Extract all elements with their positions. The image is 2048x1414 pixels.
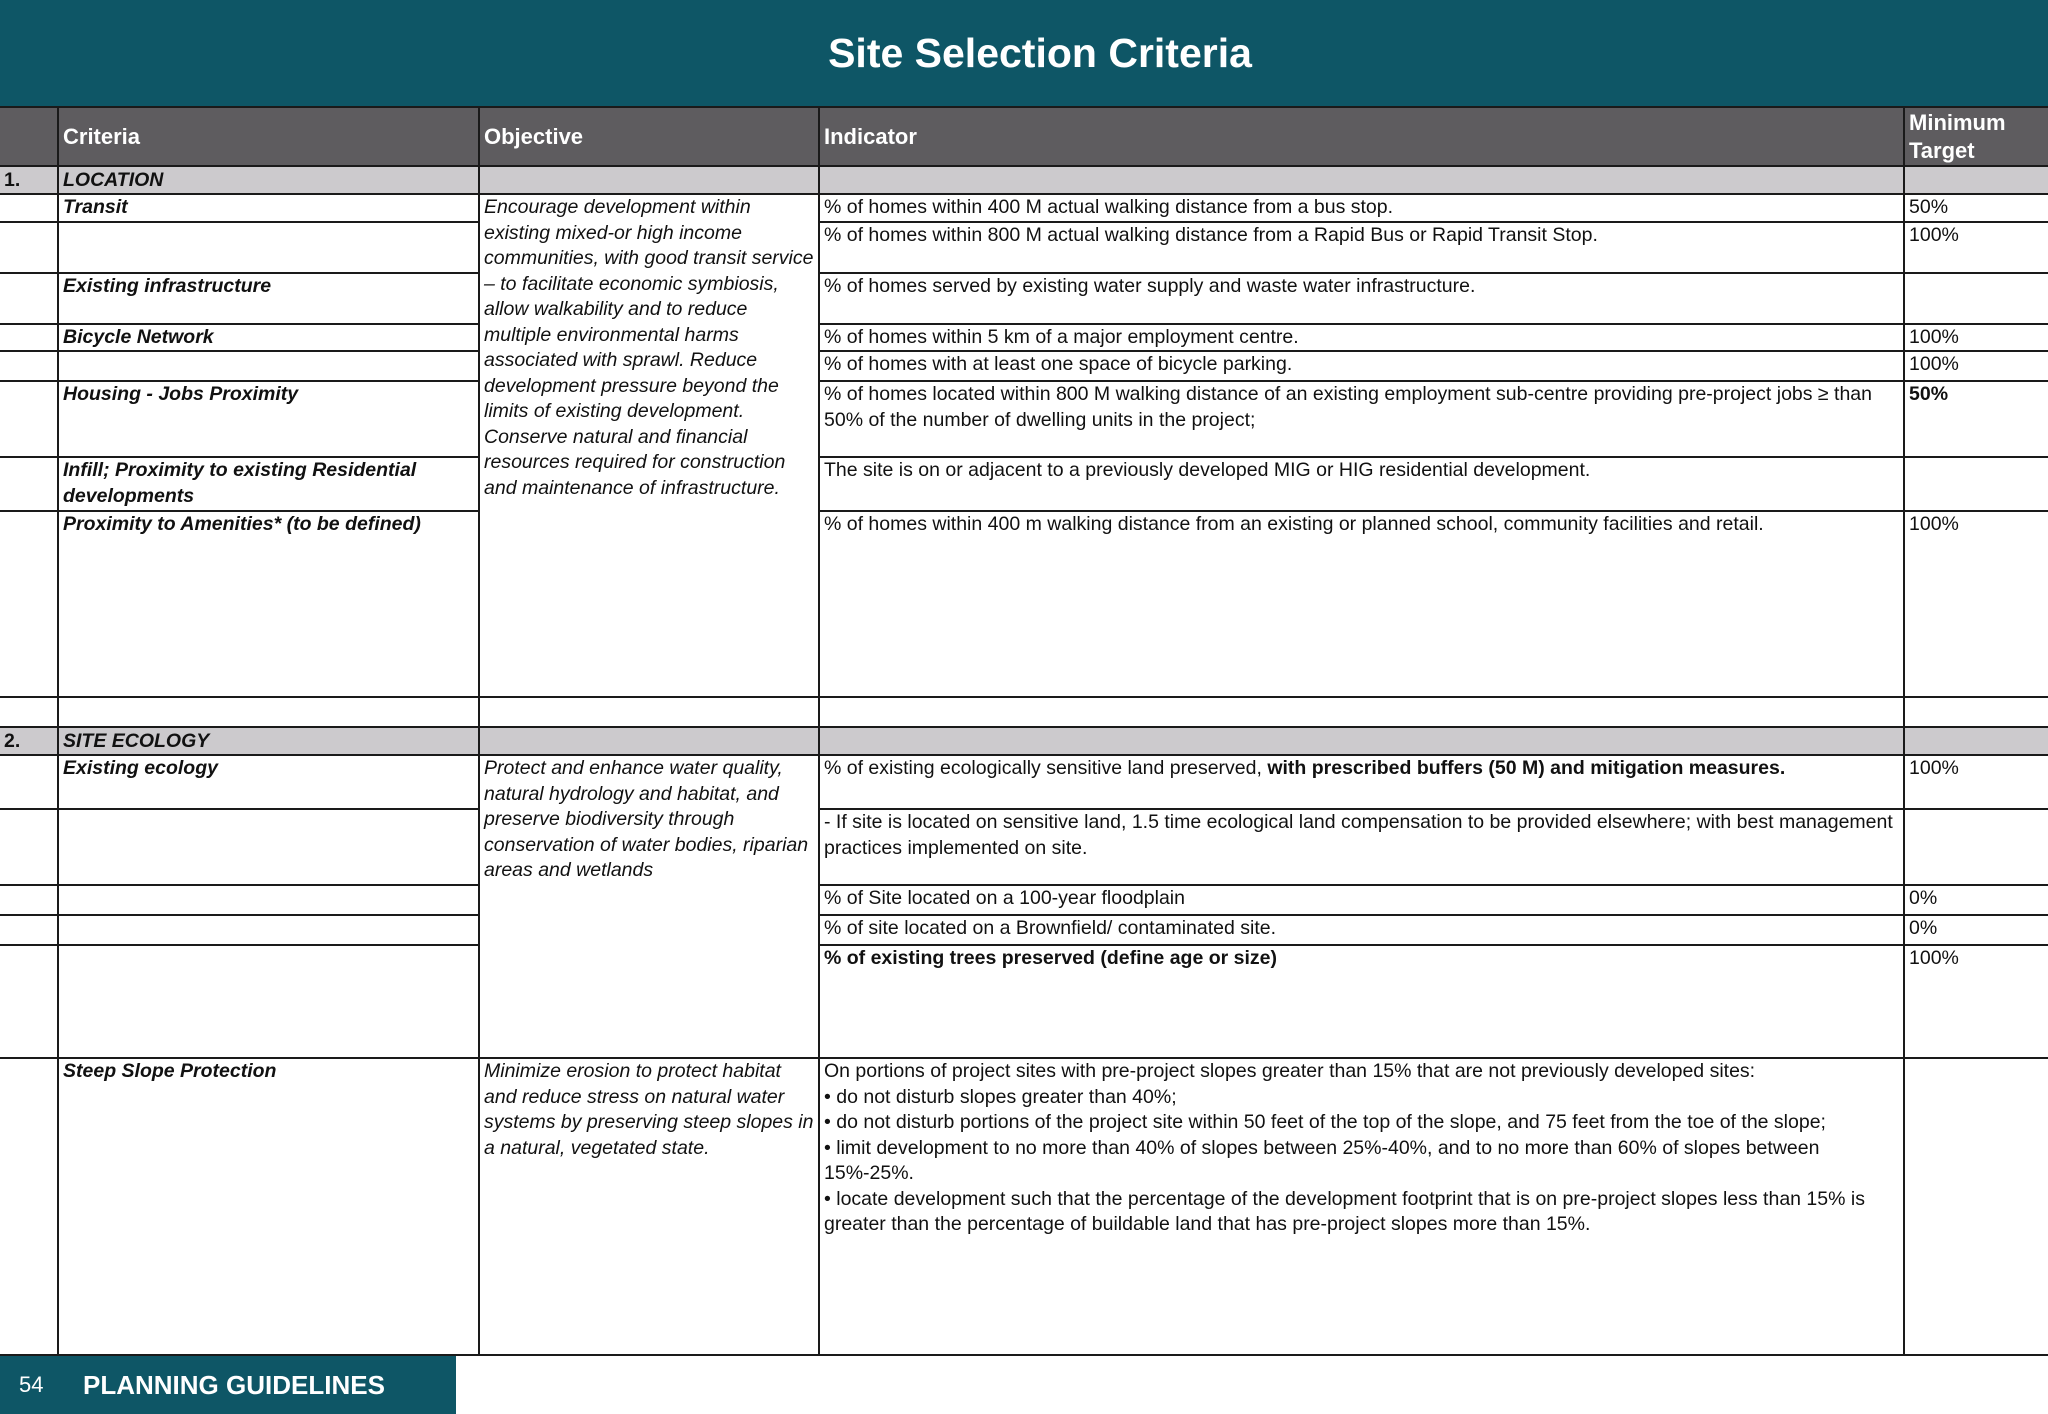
indicator-cell [819,1058,1904,1355]
table-row [0,945,2048,1058]
table-row [0,351,2048,381]
target-cell [1904,809,2048,885]
objective-column-header: Objective [479,107,819,166]
indicator-line: • limit development to no more than 40% of slopes between 25%-40%, and to no more than 60% of slopes between 15%-25%. [824,1136,1820,1184]
indicator-cell: % of homes within 5 km of a major employment centre. [819,324,1904,352]
indicator-line: • do not disturb portions of the project site within 50 feet of the top of the slope, and 75 feet from the toe of the slope; [824,1111,1826,1133]
page-title: Site Selection Criteria [828,29,1252,76]
target-cell: 0% [1904,915,2048,945]
objective-cell: Protect and enhance water quality, natural hydrology and habitat, and preserve biodiversity through conservation of water bodies, riparian areas and wetlands [479,755,819,1058]
objective-cell: Minimize erosion to protect habitat and reduce stress on natural water systems by preserving steep slopes in a natural, vegetated state. [479,1058,819,1355]
indicator-cell: % of site located on a Brownfield/ contaminated site. [819,915,1904,945]
criteria-cell: Existing infrastructure [58,273,479,324]
section-number: 1. [0,166,58,194]
table-row [0,457,2048,511]
target-cell: 100% [1904,511,2048,697]
target-cell: 100% [1904,351,2048,381]
target-cell: 100% [1904,945,2048,1058]
criteria-cell: Transit [58,194,479,222]
indicator-cell: % of Site located on a 100-year floodplain [819,885,1904,915]
criteria-cell: Housing - Jobs Proximity [58,381,479,457]
table-row [0,273,2048,324]
criteria-cell [58,222,479,273]
target-cell: 100% [1904,324,2048,352]
target-cell [1904,1058,2048,1355]
criteria-cell: Proximity to Amenities* (to be defined) [58,511,479,697]
criteria-cell: Existing ecology [58,755,479,809]
target-cell [1904,457,2048,511]
section-header-site-ecology [0,727,2048,755]
target-cell: 50% [1904,194,2048,222]
page-number: 54 [19,1372,44,1397]
section-header-location [0,166,2048,194]
objective-cell: Encourage development within existing mixed-or high income communities, with good transit service – to facilitate economic symbiosis, allow walkability and to reduce multiple environmental harms associated with sprawl. Reduce development pressure beyond the limits of existing development. Conserve natural and financial resources required for construction and maintenance of infrastructure. [479,194,819,697]
criteria-cell [58,809,479,885]
table-row [0,324,2048,352]
table-row [0,381,2048,457]
table-row [0,809,2048,885]
section-number: 2. [0,727,58,755]
criteria-cell [58,915,479,945]
criteria-cell: Bicycle Network [58,324,479,352]
table-row [0,222,2048,273]
criteria-cell: Infill; Proximity to existing Residential developments [58,457,479,511]
indicator-column-header: Indicator [819,107,1904,166]
number-column-header [0,107,58,166]
indicator-cell: % of homes within 800 M actual walking distance from a Rapid Bus or Rapid Transit Stop. [819,222,1904,273]
indicator-line: • locate development such that the percentage of the development footprint that is on pre-project slopes less than 15% is greater than the percentage of buildable land that has pre-project slopes more than 15%. [824,1187,1865,1235]
table-row [0,885,2048,915]
target-column-header: Minimum Target [1904,107,2048,166]
indicator-line: • do not disturb slopes greater than 40%; [824,1085,1177,1108]
footer-section-label: PLANNING GUIDELINES [83,1369,385,1400]
table-row [0,511,2048,697]
target-cell: 100% [1904,755,2048,809]
indicator-cell: % of homes within 400 M actual walking distance from a bus stop. [819,194,1904,222]
criteria-cell [58,945,479,1058]
table-row [0,755,2048,809]
criteria-cell [58,885,479,915]
criteria-cell [58,351,479,381]
title-bar [0,0,2048,106]
section-name: SITE ECOLOGY [58,727,479,755]
indicator-cell: % of homes served by existing water supply and waste water infrastructure. [819,273,1904,324]
indicator-cell: % of homes with at least one space of bicycle parking. [819,351,1904,381]
target-cell: 100% [1904,222,2048,273]
target-cell: 0% [1904,885,2048,915]
footer-bar [0,1356,456,1414]
indicator-cell: % of homes within 400 m walking distance from an existing or planned school, community facilities and retail. [819,511,1904,697]
indicator-cell: The site is on or adjacent to a previously developed MIG or HIG residential development. [819,457,1904,511]
table-row [0,915,2048,945]
target-cell [1904,273,2048,324]
criteria-cell: Steep Slope Protection [58,1058,479,1355]
table-row [0,194,2048,222]
table-row [0,1058,2048,1355]
spacer-row [0,697,2048,727]
section-name: LOCATION [58,166,479,194]
indicator-cell: - If site is located on sensitive land, 1.5 time ecological land compensation to be provided elsewhere; with best management practices implemented on site. [819,809,1904,885]
criteria-column-header: Criteria [58,107,479,166]
table-header-row [0,107,2048,166]
indicator-cell: % of homes located within 800 M walking distance of an existing employment sub-centre providing pre-project jobs ≥ than 50% of the number of dwelling units in the project; [819,381,1904,457]
indicator-cell: % of existing ecologically sensitive land preserved, with prescribed buffers (50 M) and mitigation measures. [819,755,1904,809]
criteria-table [0,106,2048,1356]
indicator-line: On portions of project sites with pre-project slopes greater than 15% that are not previously developed sites: [824,1060,1756,1082]
target-cell: 50% [1904,381,2048,457]
indicator-cell: % of existing trees preserved (define age or size) [819,945,1904,1058]
